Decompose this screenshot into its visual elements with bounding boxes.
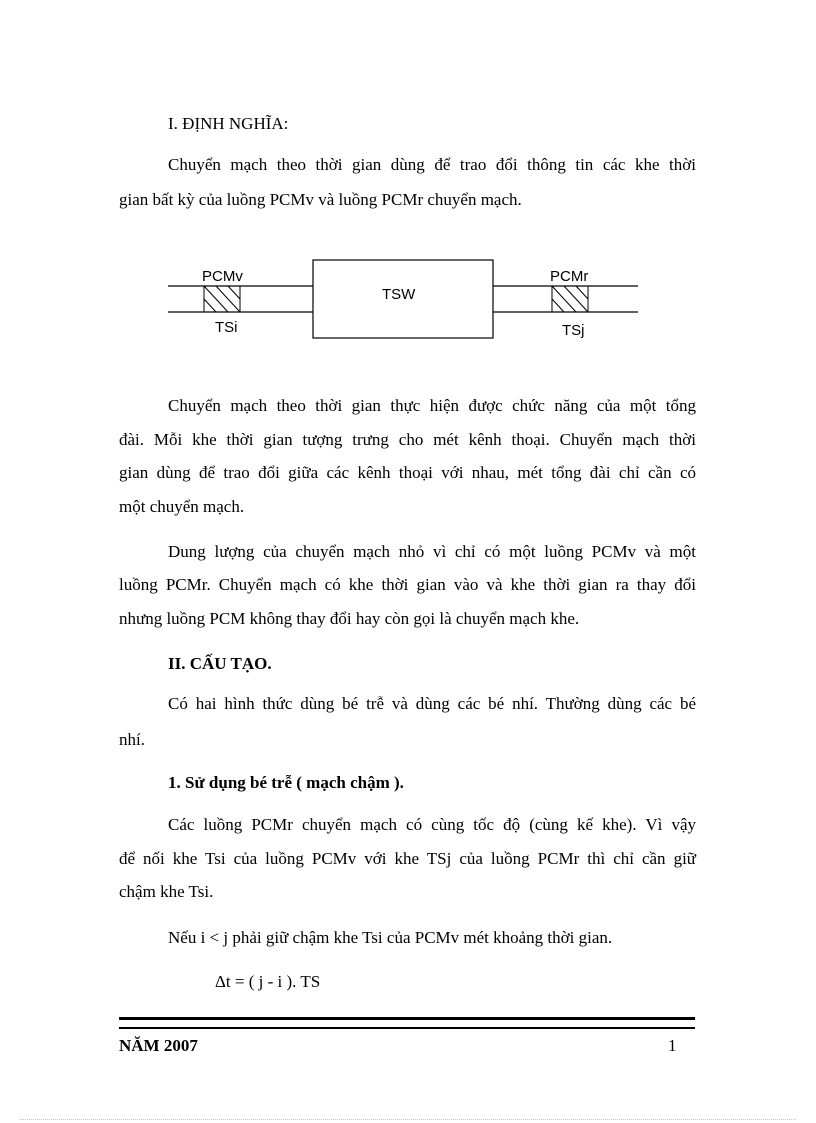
paragraph-line: để nối khe Tsi của luồng PCMv với khe TSj của luồng PCMr thì chỉ cần giữ xyxy=(119,849,696,868)
paragraph-line: gian dùng để trao đổi giữa các kênh thoại với nhau, mét tổng đài chỉ cần có xyxy=(119,463,696,482)
footer-rule-thick xyxy=(119,1017,695,1020)
paragraph-line: nhí. xyxy=(119,730,145,749)
paragraph-line: Có hai hình thức dùng bé trễ và dùng các bé nhí. Thường dùng các bé xyxy=(168,694,696,713)
section-heading-definition: I. ĐỊNH NGHĨA: xyxy=(168,114,289,133)
paragraph-line: Các luồng PCMr chuyển mạch có cùng tốc độ (cùng kế khe). Vì vậy xyxy=(168,815,696,834)
tsw-diagram xyxy=(168,258,638,348)
pcmv-label: PCMv xyxy=(202,268,243,285)
footer-rule-thin xyxy=(119,1027,695,1029)
paragraph-line: đài. Mỗi khe thời gian tượng trưng cho mét kênh thoại. Chuyển mạch thời xyxy=(119,430,696,449)
section-heading-structure: II. CẤU TẠO. xyxy=(168,654,272,673)
footer-year: NĂM 2007 xyxy=(119,1036,198,1055)
paragraph-line: một chuyển mạch. xyxy=(119,497,245,516)
tsi-label: TSi xyxy=(215,319,238,336)
paragraph-line: chậm khe Tsi. xyxy=(119,882,214,901)
left-hatched-slot xyxy=(204,286,240,312)
tsj-label: TSj xyxy=(562,322,585,339)
subsection-heading: 1. Sử dụng bé trễ ( mạch chậm ). xyxy=(168,773,404,792)
paragraph-line: Chuyển mạch theo thời gian thực hiện được chức năng của một tổng xyxy=(168,396,696,415)
paragraph-line: gian bất kỳ của luồng PCMv và luồng PCMr chuyển mạch. xyxy=(119,190,522,209)
pcmr-label: PCMr xyxy=(550,268,589,285)
formula: Δt = ( j - i ). TS xyxy=(215,972,321,991)
paragraph-line: Chuyển mạch theo thời gian dùng để trao đổi thông tin các khe thời xyxy=(168,155,696,174)
paragraph-line: Nếu i < j phải giữ chậm khe Tsi của PCMv mét khoảng thời gian. xyxy=(168,928,613,947)
paragraph-line: luồng PCMr. Chuyển mạch có khe thời gian vào và khe thời gian ra thay đổi xyxy=(119,575,696,594)
page-number: 1 xyxy=(668,1036,677,1055)
right-hatched-slot xyxy=(552,286,588,312)
page-edge-dotted-line xyxy=(20,1119,796,1120)
paragraph-line: Dung lượng của chuyển mạch nhỏ vì chỉ có một luồng PCMv và một xyxy=(168,542,696,561)
tsw-label: TSW xyxy=(382,286,416,303)
paragraph-line: nhưng luồng PCM không thay đổi hay còn gọi là chuyển mạch khe. xyxy=(119,609,580,628)
